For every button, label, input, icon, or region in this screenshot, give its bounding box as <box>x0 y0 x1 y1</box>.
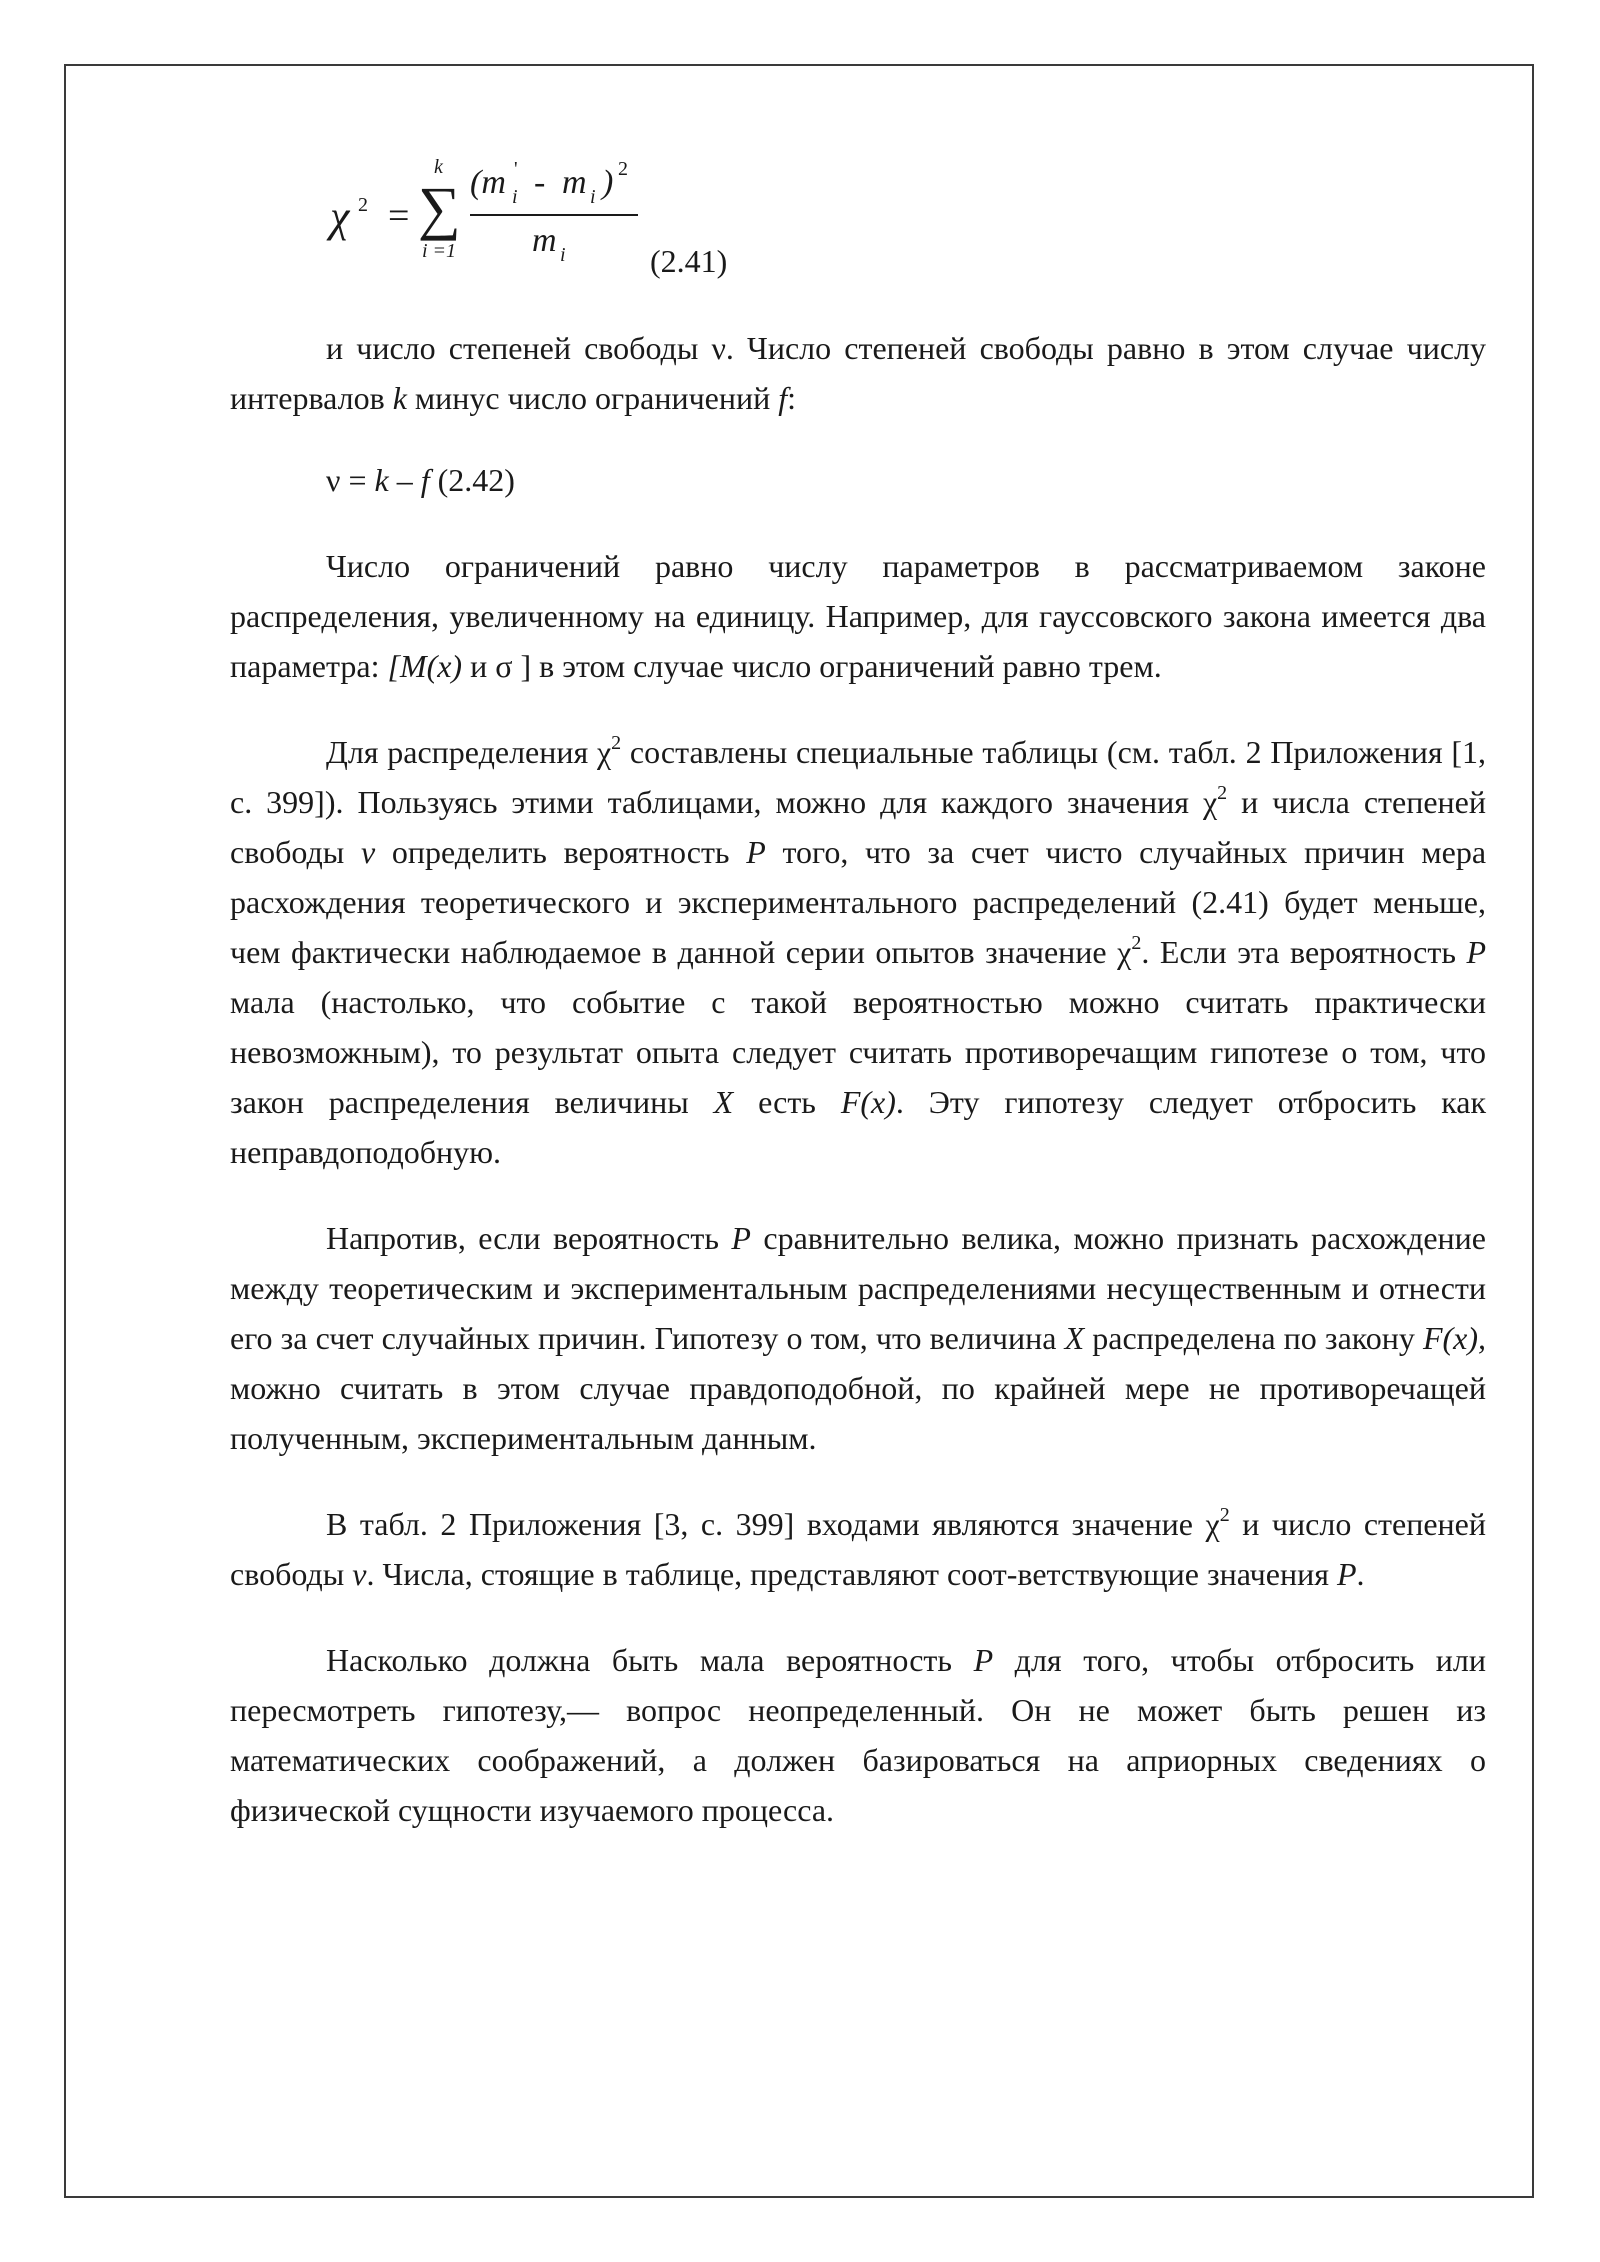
formula-sum-sign: ∑ <box>418 175 461 241</box>
paragraph-table-inputs: В табл. 2 Приложения [3, с. 399] входами являются значение $\chi^2$ и число степеней свободы v. Числа, стоящие в таблице, представляют соот-ветствующие значения P. <box>230 1504 1487 1592</box>
formula-num-open: (m <box>470 164 506 201</box>
formula-den: m <box>532 222 557 259</box>
equation-number-241: (2.41) <box>650 243 728 279</box>
paragraph-probability-threshold: Насколько должна быть мала вероятность P для того, чтобы отбросить или пересмотреть гипотезу,— вопрос неопределенный. Он не может быть решен из математических соображений, а должен базироваться на априорных сведениях о физической сущности изучаемого процесса. <box>230 1642 1487 1828</box>
formula-sum-upper: k <box>434 156 443 178</box>
formula-equals: = <box>388 195 410 237</box>
formula-num-m2: m <box>562 164 587 201</box>
paragraph-degrees-of-freedom: и число степеней свободы ν. Число степеней свободы равно в этом случае числу интервалов k минус число ограничений f: <box>230 330 1486 416</box>
formula-num-power: 2 <box>618 158 628 180</box>
formula-num-sub1: i <box>512 186 518 208</box>
formula-num-close: ) <box>602 164 614 201</box>
equation-242: ν = k – f (2.42) <box>326 462 515 498</box>
formula-num-sub2: i <box>590 186 596 208</box>
formula-chi-power: 2 <box>358 194 368 216</box>
fraction-bar <box>470 214 638 216</box>
paragraph-plausible-hypothesis: Напротив, если вероятность P сравнительно велика, можно признать расхождение между теоретическим и экспериментальным распределениями несущественным и отнести его за счет случайных причин. Гипотезу о том, что величина X распределена по закону F(x), можно считать в этом случае правдоподобной, по крайней мере не противоречащей полученным, экспериментальным данным. <box>230 1220 1487 1456</box>
formula-chi: χ <box>330 192 350 241</box>
page-body <box>230 323 1486 1871</box>
formula-den-sub: i <box>560 244 566 266</box>
paragraph-constraints: Число ограничений равно числу параметров в рассматриваемом законе распределения, увеличенному на единицу. Например, для гауссовского закона имеется два параметра: [M(x) и σ ] в этом случае число ограничений равно трем. <box>230 548 1486 684</box>
paragraph-chi-tables: Для распределения $\chi^2$ составлены специальные таблицы (см. табл. 2 Приложения [1, с. 399]). Пользуясь этими таблицами, можно для каждого значения $\chi^2$ и числа степеней свободы v определить вероятность P того, что за счет чисто случайных причин мера расхождения теоретического и экспериментального распределений (2.41) будет меньше, чем фактически наблюдаемое в данной серии опытов значение $\chi^2$. Если эта вероятность P мала (настолько, что событие с такой вероятностью можно считать практически невозможным), то результат опыта следует считать противоречащим гипотезе о том, что закон распределения величины X есть F(x). Эту гипотезу следует отбросить как неправдоподобную. <box>230 732 1487 1170</box>
formula-num-minus: - <box>534 164 546 201</box>
formula-num-prime: ' <box>514 158 518 180</box>
formula-sum-lower: i =1 <box>422 240 457 262</box>
